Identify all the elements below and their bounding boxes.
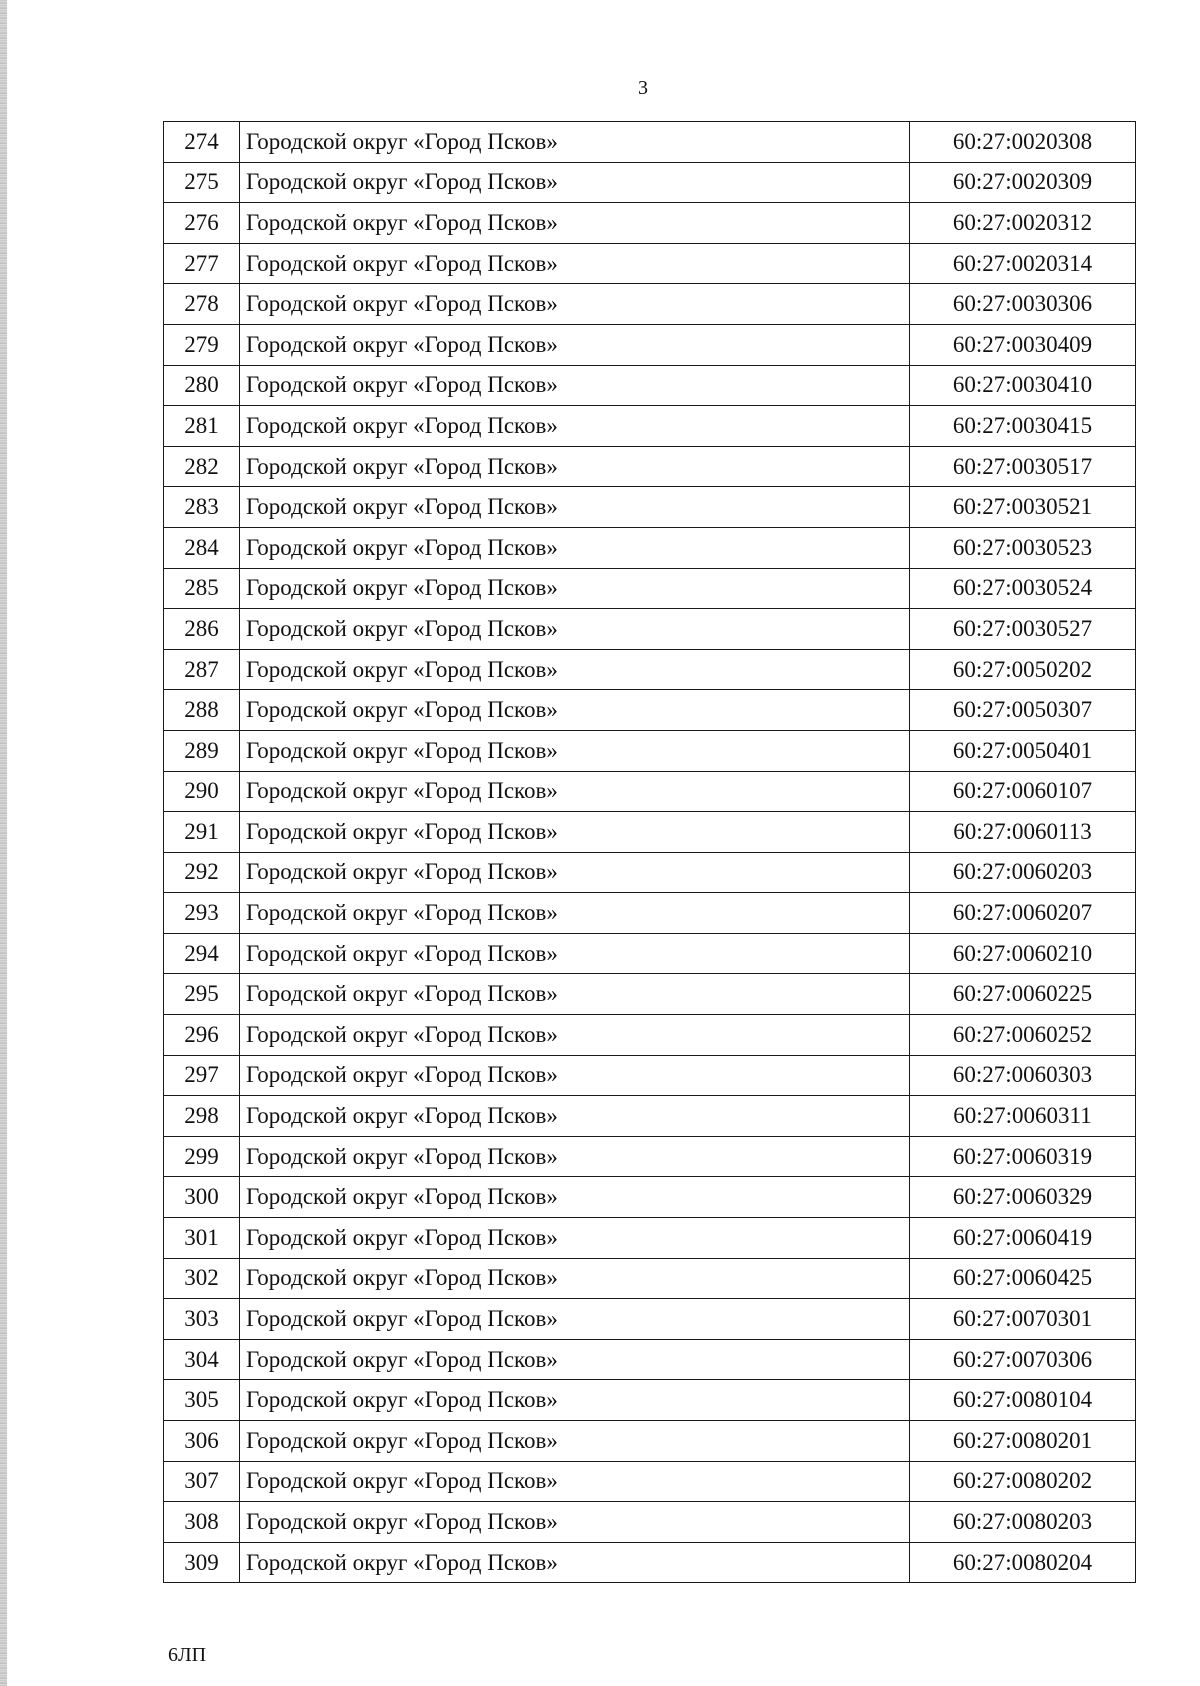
- row-number: 282: [164, 446, 240, 487]
- cadastral-quarter-number: 60:27:0030517: [910, 446, 1136, 487]
- municipality-name: Городской округ «Город Псков»: [240, 1461, 910, 1502]
- table-row: [164, 446, 1136, 487]
- cadastral-quarter-number: 60:27:0030527: [910, 609, 1136, 650]
- cadastral-quarter-number: 60:27:0060225: [910, 974, 1136, 1015]
- table-row: [164, 649, 1136, 690]
- cadastral-quarter-number: 60:27:0030409: [910, 324, 1136, 365]
- row-number: 278: [164, 284, 240, 325]
- municipality-name: Городской округ «Город Псков»: [240, 1380, 910, 1421]
- table-row: [164, 1015, 1136, 1056]
- row-number: 292: [164, 852, 240, 893]
- table-row: [164, 812, 1136, 853]
- cadastral-quarter-number: 60:27:0050307: [910, 690, 1136, 731]
- municipality-name: Городской округ «Город Псков»: [240, 649, 910, 690]
- table-row: [164, 1096, 1136, 1137]
- cadastral-quarter-number: 60:27:0030410: [910, 365, 1136, 406]
- table-row: [164, 1542, 1136, 1583]
- row-number: 294: [164, 933, 240, 974]
- row-number: 303: [164, 1299, 240, 1340]
- row-number: 305: [164, 1380, 240, 1421]
- row-number: 274: [164, 122, 240, 163]
- municipality-name: Городской округ «Город Псков»: [240, 243, 910, 284]
- municipality-name: Городской округ «Город Псков»: [240, 852, 910, 893]
- municipality-name: Городской округ «Город Псков»: [240, 568, 910, 609]
- table-row: [164, 527, 1136, 568]
- municipality-name: Городской округ «Город Псков»: [240, 933, 910, 974]
- table-row: [164, 1502, 1136, 1543]
- row-number: 280: [164, 365, 240, 406]
- cadastral-quarter-number: 60:27:0060419: [910, 1218, 1136, 1259]
- cadastral-quarter-number: 60:27:0080204: [910, 1542, 1136, 1583]
- cadastral-quarter-number: 60:27:0050202: [910, 649, 1136, 690]
- row-number: 275: [164, 162, 240, 203]
- table-row: [164, 771, 1136, 812]
- cadastral-quarter-number: 60:27:0060319: [910, 1136, 1136, 1177]
- table-row: [164, 690, 1136, 731]
- municipality-name: Городской округ «Город Псков»: [240, 1258, 910, 1299]
- table-row: [164, 974, 1136, 1015]
- cadastral-quarter-number: 60:27:0060107: [910, 771, 1136, 812]
- row-number: 277: [164, 243, 240, 284]
- table-row: [164, 1421, 1136, 1462]
- cadastral-quarter-number: 60:27:0060311: [910, 1096, 1136, 1137]
- cadastral-quarter-number: 60:27:0060425: [910, 1258, 1136, 1299]
- cadastral-quarter-number: 60:27:0030306: [910, 284, 1136, 325]
- row-number: 284: [164, 527, 240, 568]
- municipality-name: Городской округ «Город Псков»: [240, 527, 910, 568]
- municipality-name: Городской округ «Город Псков»: [240, 1177, 910, 1218]
- municipality-name: Городской округ «Город Псков»: [240, 1218, 910, 1259]
- cadastral-quarter-number: 60:27:0030524: [910, 568, 1136, 609]
- table-row: [164, 1299, 1136, 1340]
- row-number: 283: [164, 487, 240, 528]
- municipality-name: Городской округ «Город Псков»: [240, 122, 910, 163]
- municipality-name: Городской округ «Город Псков»: [240, 1339, 910, 1380]
- table-row: [164, 162, 1136, 203]
- table-row: [164, 284, 1136, 325]
- municipality-name: Городской округ «Город Псков»: [240, 771, 910, 812]
- cadastral-quarter-number: 60:27:0060210: [910, 933, 1136, 974]
- table-row: [164, 406, 1136, 447]
- table-row: [164, 1218, 1136, 1259]
- cadastral-quarter-number: 60:27:0020309: [910, 162, 1136, 203]
- table-row: [164, 852, 1136, 893]
- municipality-name: Городской округ «Город Псков»: [240, 162, 910, 203]
- municipality-name: Городской округ «Город Псков»: [240, 446, 910, 487]
- row-number: 281: [164, 406, 240, 447]
- row-number: 302: [164, 1258, 240, 1299]
- row-number: 304: [164, 1339, 240, 1380]
- table-row: [164, 933, 1136, 974]
- municipality-name: Городской округ «Город Псков»: [240, 812, 910, 853]
- municipality-name: Городской округ «Город Псков»: [240, 974, 910, 1015]
- row-number: 291: [164, 812, 240, 853]
- cadastral-quarter-number: 60:27:0070306: [910, 1339, 1136, 1380]
- cadastral-quarter-number: 60:27:0030523: [910, 527, 1136, 568]
- row-number: 299: [164, 1136, 240, 1177]
- cadastral-quarter-number: 60:27:0060303: [910, 1055, 1136, 1096]
- cadastral-quarter-number: 60:27:0060252: [910, 1015, 1136, 1056]
- cadastral-quarter-number: 60:27:0020312: [910, 203, 1136, 244]
- row-number: 298: [164, 1096, 240, 1137]
- municipality-name: Городской округ «Город Псков»: [240, 893, 910, 934]
- municipality-name: Городской округ «Город Псков»: [240, 324, 910, 365]
- municipality-name: Городской округ «Город Псков»: [240, 1542, 910, 1583]
- municipality-name: Городской округ «Город Псков»: [240, 284, 910, 325]
- municipality-name: Городской округ «Город Псков»: [240, 1055, 910, 1096]
- row-number: 295: [164, 974, 240, 1015]
- municipality-name: Городской округ «Город Псков»: [240, 690, 910, 731]
- municipality-name: Городской округ «Город Псков»: [240, 1502, 910, 1543]
- row-number: 276: [164, 203, 240, 244]
- cadastral-quarter-number: 60:27:0060329: [910, 1177, 1136, 1218]
- table-row: [164, 893, 1136, 934]
- table-row: [164, 324, 1136, 365]
- cadastral-quarter-number: 60:27:0050401: [910, 730, 1136, 771]
- cadastral-quarter-number: 60:27:0060207: [910, 893, 1136, 934]
- row-number: 279: [164, 324, 240, 365]
- cadastral-quarter-number: 60:27:0080202: [910, 1461, 1136, 1502]
- table-row: [164, 243, 1136, 284]
- row-number: 293: [164, 893, 240, 934]
- cadastral-quarter-number: 60:27:0020308: [910, 122, 1136, 163]
- row-number: 296: [164, 1015, 240, 1056]
- row-number: 308: [164, 1502, 240, 1543]
- table-row: [164, 1461, 1136, 1502]
- municipality-name: Городской округ «Город Псков»: [240, 406, 910, 447]
- row-number: 287: [164, 649, 240, 690]
- table-body: [164, 122, 1136, 1583]
- municipality-name: Городской округ «Город Псков»: [240, 609, 910, 650]
- municipality-name: Городской округ «Город Псков»: [240, 730, 910, 771]
- row-number: 297: [164, 1055, 240, 1096]
- scan-edge-artifact: [0, 0, 7, 1686]
- row-number: 290: [164, 771, 240, 812]
- table-row: [164, 1177, 1136, 1218]
- cadastral-quarter-number: 60:27:0080203: [910, 1502, 1136, 1543]
- municipality-name: Городской округ «Город Псков»: [240, 1299, 910, 1340]
- municipality-name: Городской округ «Город Псков»: [240, 1015, 910, 1056]
- municipality-name: Городской округ «Город Псков»: [240, 487, 910, 528]
- municipality-name: Городской округ «Город Псков»: [240, 1421, 910, 1462]
- row-number: 285: [164, 568, 240, 609]
- table-row: [164, 609, 1136, 650]
- row-number: 301: [164, 1218, 240, 1259]
- table-row: [164, 1055, 1136, 1096]
- row-number: 286: [164, 609, 240, 650]
- table-row: [164, 122, 1136, 163]
- municipality-name: Городской округ «Город Псков»: [240, 1096, 910, 1137]
- cadastral-quarter-number: 60:27:0060203: [910, 852, 1136, 893]
- municipality-name: Городской округ «Город Псков»: [240, 365, 910, 406]
- row-number: 289: [164, 730, 240, 771]
- table-row: [164, 1339, 1136, 1380]
- cadastral-quarter-number: 60:27:0070301: [910, 1299, 1136, 1340]
- cadastral-quarter-number: 60:27:0080104: [910, 1380, 1136, 1421]
- row-number: 306: [164, 1421, 240, 1462]
- row-number: 288: [164, 690, 240, 731]
- cadastral-quarter-number: 60:27:0030521: [910, 487, 1136, 528]
- table-row: [164, 1136, 1136, 1177]
- table-row: [164, 365, 1136, 406]
- cadastral-quarter-number: 60:27:0080201: [910, 1421, 1136, 1462]
- table-row: [164, 1258, 1136, 1299]
- cadastral-table: [163, 121, 1136, 1583]
- municipality-name: Городской округ «Город Псков»: [240, 1136, 910, 1177]
- row-number: 300: [164, 1177, 240, 1218]
- table-row: [164, 730, 1136, 771]
- cadastral-quarter-number: 60:27:0030415: [910, 406, 1136, 447]
- table-row: [164, 1380, 1136, 1421]
- footer-code: 6ЛП: [168, 1644, 207, 1666]
- table-row: [164, 203, 1136, 244]
- municipality-name: Городской округ «Город Псков»: [240, 203, 910, 244]
- row-number: 307: [164, 1461, 240, 1502]
- table-row: [164, 487, 1136, 528]
- cadastral-quarter-number: 60:27:0020314: [910, 243, 1136, 284]
- table-row: [164, 568, 1136, 609]
- row-number: 309: [164, 1542, 240, 1583]
- page-number: 3: [638, 77, 648, 99]
- cadastral-quarter-number: 60:27:0060113: [910, 812, 1136, 853]
